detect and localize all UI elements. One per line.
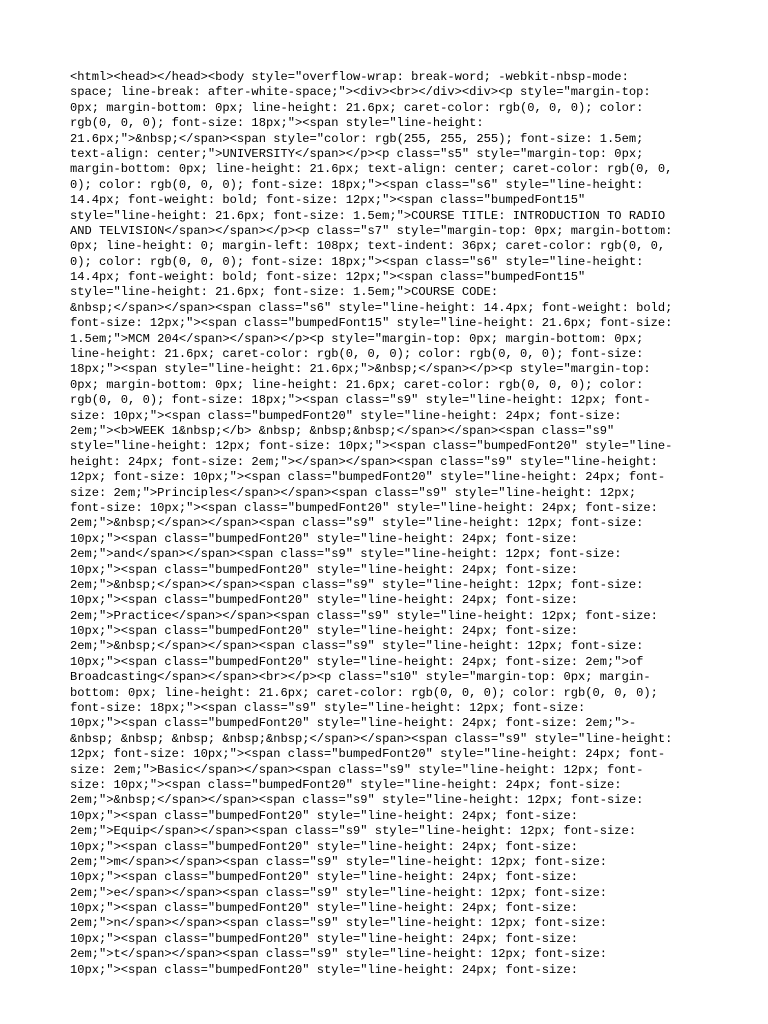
source-line: AND TELVISION</span></span></p><p class="s7" style="margin-top: 0px; margin-bottom: xyxy=(70,223,673,238)
source-line: 2em;">&nbsp;</span></span><span class="s9" style="line-height: 12px; font-size: xyxy=(70,516,644,531)
source-line: 14.4px; font-weight: bold; font-size: 12px;"><span class="bumpedFont15" xyxy=(70,270,586,285)
source-line: 2em;">Practice</span></span><span class="s9" style="line-height: 12px; font-size: xyxy=(70,608,658,623)
source-line: 10px;"><span class="bumpedFont20" style="line-height: 24px; font-size: xyxy=(70,962,579,977)
source-line: 10px;"><span class="bumpedFont20" style="line-height: 24px; font-size: xyxy=(70,624,579,639)
source-line: 10px;"><span class="bumpedFont20" style="line-height: 24px; font-size: xyxy=(70,931,579,946)
source-line: 2em;">n</span></span><span class="s9" style="line-height: 12px; font-size: xyxy=(70,916,608,931)
source-line: 10px;"><span class="bumpedFont20" style="line-height: 24px; font-size: 2em;">- xyxy=(70,716,637,731)
source-line: 2em;">m</span></span><span class="s9" style="line-height: 12px; font-size: xyxy=(70,854,608,869)
source-line: margin-bottom: 0px; line-height: 21.6px; text-align: center; caret-color: rgb(0, 0, xyxy=(70,162,673,177)
source-line: style="line-height: 12px; font-size: 10px;"><span class="bumpedFont20" style="line- xyxy=(70,439,673,454)
source-line: Broadcasting</span></span><br></p><p class="s10" style="margin-top: 0px; margin- xyxy=(70,670,651,685)
source-line: size: 10px;"><span class="bumpedFont20" style="line-height: 24px; font-size: xyxy=(70,777,622,792)
source-line: 1.5em;">MCM 204</span></span></p><p style="margin-top: 0px; margin-bottom: 0px; xyxy=(70,331,644,346)
source-line: &nbsp;</span></span><span class="s6" style="line-height: 14.4px; font-weight: bold; xyxy=(70,300,673,315)
source-line: 2em;">&nbsp;</span></span><span class="s9" style="line-height: 12px; font-size: xyxy=(70,793,644,808)
source-line: 0px; margin-bottom: 0px; line-height: 21.6px; caret-color: rgb(0, 0, 0); color: xyxy=(70,377,644,392)
source-line: 14.4px; font-weight: bold; font-size: 12px;"><span class="bumpedFont15" xyxy=(70,193,586,208)
source-line: rgb(0, 0, 0); font-size: 18px;"><span style="line-height: xyxy=(70,116,484,131)
source-line: 2em;">and</span></span><span class="s9" style="line-height: 12px; font-size: xyxy=(70,547,622,562)
source-line: 18px;"><span style="line-height: 21.6px;">&nbsp;</span></p><p style="margin-top: xyxy=(70,362,651,377)
source-line: font-size: 10px;"><span class="bumpedFont20" style="line-height: 24px; font-size: xyxy=(70,500,658,515)
source-line: 12px; font-size: 10px;"><span class="bumpedFont20" style="line-height: 24px; font- xyxy=(70,747,666,762)
source-line: <html><head></head><body style="overflow-wrap: break-word; -webkit-nbsp-mode: xyxy=(70,70,629,84)
source-line: bottom: 0px; line-height: 21.6px; caret-color: rgb(0, 0, 0); color: rgb(0, 0, 0); xyxy=(70,685,658,700)
source-line: line-height: 21.6px; caret-color: rgb(0, 0, 0); color: rgb(0, 0, 0); font-size: xyxy=(70,347,644,362)
source-line: size: 2em;">Basic</span></span><span class="s9" style="line-height: 12px; font- xyxy=(70,762,644,777)
source-line: 0px; line-height: 0; margin-left: 108px; text-indent: 36px; caret-color: rgb(0, 0, xyxy=(70,239,666,254)
source-line: 10px;"><span class="bumpedFont20" style="line-height: 24px; font-size: xyxy=(70,593,579,608)
source-line: 2em;">&nbsp;</span></span><span class="s9" style="line-height: 12px; font-size: xyxy=(70,639,644,654)
source-line: height: 24px; font-size: 2em;"></span></span><span class="s9" style="line-height: xyxy=(70,454,658,469)
source-line: 10px;"><span class="bumpedFont20" style="line-height: 24px; font-size: xyxy=(70,562,579,577)
source-line: 2em;"><b>WEEK 1&nbsp;</b> &nbsp; &nbsp;&nbsp;</span></span><span class="s9" xyxy=(70,423,615,438)
source-line: 0px; margin-bottom: 0px; line-height: 21.6px; caret-color: rgb(0, 0, 0); color: xyxy=(70,100,644,115)
source-line: size: 10px;"><span class="bumpedFont20" style="line-height: 24px; font-size: xyxy=(70,408,622,423)
source-line: space; line-break: after-white-space;"><div><br></div><div><p style="margin-top: xyxy=(70,85,651,100)
source-line: 12px; font-size: 10px;"><span class="bumpedFont20" style="line-height: 24px; font- xyxy=(70,470,666,485)
source-line: 10px;"><span class="bumpedFont20" style="line-height: 24px; font-size: xyxy=(70,839,579,854)
source-line: 10px;"><span class="bumpedFont20" style="line-height: 24px; font-size: xyxy=(70,808,579,823)
source-line: 0); color: rgb(0, 0, 0); font-size: 18px;"><span class="s6" style="line-height: xyxy=(70,254,644,269)
source-line: 10px;"><span class="bumpedFont20" style="line-height: 24px; font-size: xyxy=(70,870,579,885)
source-line: size: 2em;">Principles</span></span><span class="s9" style="line-height: 12px; xyxy=(70,485,637,500)
source-line: 0); color: rgb(0, 0, 0); font-size: 18px;"><span class="s6" style="line-height: xyxy=(70,177,644,192)
source-line: 21.6px;">&nbsp;</span><span style="color: rgb(255, 255, 255); font-size: 1.5em; xyxy=(70,131,644,146)
source-line: 10px;"><span class="bumpedFont20" style="line-height: 24px; font-size: xyxy=(70,531,579,546)
source-line: 2em;">e</span></span><span class="s9" style="line-height: 12px; font-size: xyxy=(70,885,608,900)
source-line: font-size: 18px;"><span class="s9" style="line-height: 12px; font-size: xyxy=(70,701,586,716)
source-line: 2em;">&nbsp;</span></span><span class="s9" style="line-height: 12px; font-size: xyxy=(70,577,644,592)
source-line: 10px;"><span class="bumpedFont20" style="line-height: 24px; font-size: xyxy=(70,901,579,916)
source-line: 2em;">Equip</span></span><span class="s9" style="line-height: 12px; font-size: xyxy=(70,824,637,839)
source-line: &nbsp; &nbsp; &nbsp; &nbsp;&nbsp;</span></span><span class="s9" style="line-height: xyxy=(70,731,673,746)
source-line: text-align: center;">UNIVERSITY</span></p><p class="s5" style="margin-top: 0px; xyxy=(70,146,644,161)
source-line: style="line-height: 21.6px; font-size: 1.5em;">COURSE TITLE: INTRODUCTION TO RADIO xyxy=(70,208,666,223)
source-line: font-size: 12px;"><span class="bumpedFont15" style="line-height: 21.6px; font-size: xyxy=(70,316,673,331)
source-line: style="line-height: 21.6px; font-size: 1.5em;">COURSE CODE: xyxy=(70,285,499,300)
html-source-text xyxy=(70,70,700,978)
source-line: 2em;">t</span></span><span class="s9" style="line-height: 12px; font-size: xyxy=(70,947,608,962)
source-line: rgb(0, 0, 0); font-size: 18px;"><span class="s9" style="line-height: 12px; font- xyxy=(70,393,651,408)
source-line: 10px;"><span class="bumpedFont20" style="line-height: 24px; font-size: 2em;">of xyxy=(70,654,644,669)
